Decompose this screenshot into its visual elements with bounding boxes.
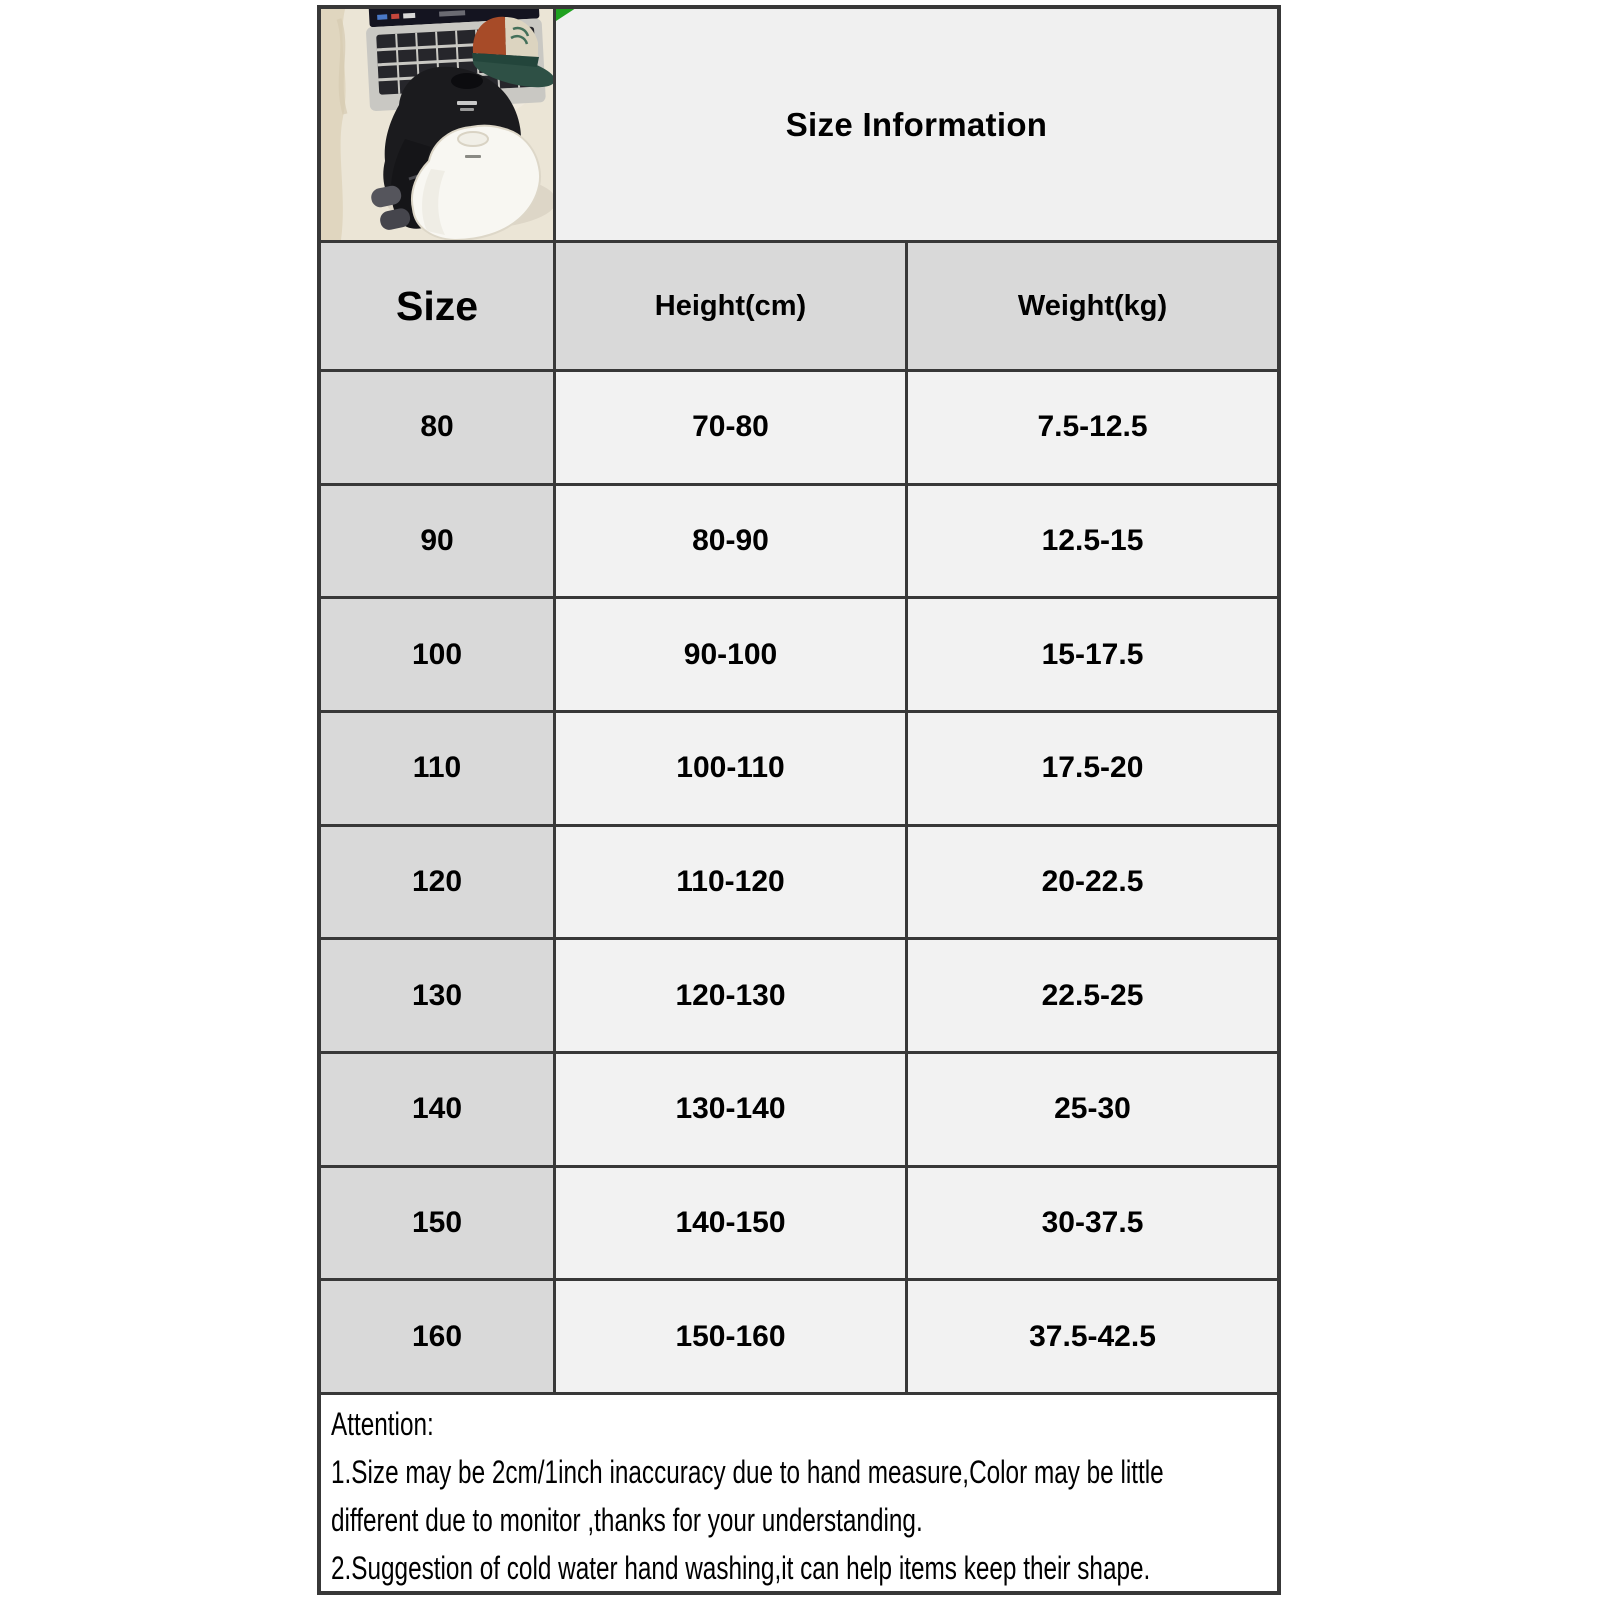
- row-value-cell: 140-150: [556, 1168, 905, 1279]
- size-table: [317, 5, 1281, 1595]
- row-value-cell: 37.5-42.5: [908, 1281, 1277, 1392]
- row-value-cell: 7.5-12.5: [908, 372, 1277, 483]
- row-size-cell: 150: [321, 1168, 553, 1279]
- attention-note: [321, 1395, 1277, 1591]
- row-value-cell: 30-37.5: [908, 1168, 1277, 1279]
- row-value-cell: 22.5-25: [908, 940, 1277, 1051]
- table-title-cell: [556, 9, 1277, 240]
- green-corner-marker-icon: [556, 9, 579, 21]
- row-size-cell: 100: [321, 599, 553, 710]
- product-photo: [321, 9, 553, 240]
- column-header-size: Size: [321, 243, 553, 369]
- row-size-cell: 90: [321, 486, 553, 597]
- row-value-cell: 17.5-20: [908, 713, 1277, 824]
- attention-line: 1.Size may be 2cm/1inch inaccuracy due to hand measure,Color may be little: [331, 1453, 1164, 1490]
- attention-line: different due to monitor ,thanks for your understanding.: [331, 1501, 923, 1538]
- row-value-cell: 15-17.5: [908, 599, 1277, 710]
- row-value-cell: 120-130: [556, 940, 905, 1051]
- row-size-cell: 110: [321, 713, 553, 824]
- row-size-cell: 160: [321, 1281, 553, 1392]
- row-value-cell: 25-30: [908, 1054, 1277, 1165]
- column-header-weight: Weight(kg): [908, 243, 1277, 369]
- row-size-cell: 80: [321, 372, 553, 483]
- row-size-cell: 120: [321, 827, 553, 938]
- row-value-cell: 150-160: [556, 1281, 905, 1392]
- row-value-cell: 80-90: [556, 486, 905, 597]
- page-title: Size Information: [785, 105, 1048, 143]
- row-value-cell: 110-120: [556, 827, 905, 938]
- attention-line: 2.Suggestion of cold water hand washing,it can help items keep their shape.: [331, 1549, 1151, 1586]
- product-photo-illustration: [321, 9, 553, 240]
- row-size-cell: 140: [321, 1054, 553, 1165]
- attention-heading: Attention:: [331, 1405, 434, 1442]
- row-value-cell: 90-100: [556, 599, 905, 710]
- column-header-height: Height(cm): [556, 243, 905, 369]
- row-value-cell: 20-22.5: [908, 827, 1277, 938]
- row-value-cell: 130-140: [556, 1054, 905, 1165]
- row-value-cell: 100-110: [556, 713, 905, 824]
- row-value-cell: 70-80: [556, 372, 905, 483]
- row-value-cell: 12.5-15: [908, 486, 1277, 597]
- row-size-cell: 130: [321, 940, 553, 1051]
